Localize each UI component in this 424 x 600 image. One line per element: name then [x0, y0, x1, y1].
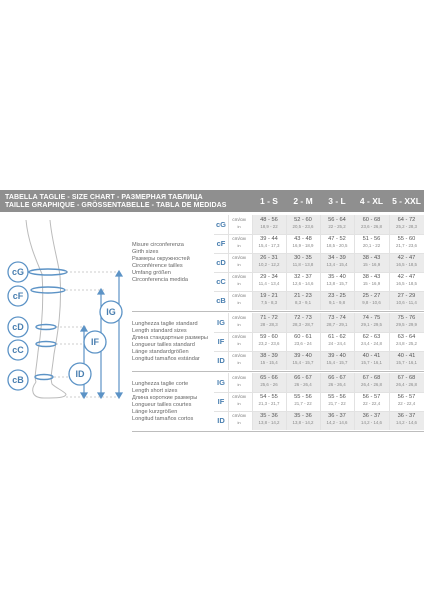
cell-cm: 73 - 74 [328, 315, 346, 321]
column-divider [389, 373, 390, 430]
section-label: Longitud tamaños estándar [132, 355, 200, 362]
column-divider [320, 215, 321, 310]
table-cell [320, 313, 354, 332]
cell-cm: 54 - 55 [260, 394, 278, 400]
table-cell [286, 272, 320, 291]
cell-in: 14,2 - 14,6 [361, 420, 382, 425]
unit-in: in [237, 243, 241, 248]
cell-in: 16,5 - 18,5 [396, 262, 417, 267]
cell-cm: 30 - 35 [294, 255, 312, 261]
table-cell [252, 234, 286, 253]
row-unit [228, 215, 250, 229]
label-IF: IF [91, 337, 99, 347]
cell-cm: 36 - 37 [328, 413, 346, 419]
cell-in: 24 - 24,4 [328, 341, 346, 346]
unit-cm: cm/см [232, 414, 246, 419]
cell-in: 12,6 - 14,6 [292, 281, 314, 286]
cell-in: 22 - 22,4 [362, 401, 381, 406]
section-border [132, 431, 424, 432]
table-cell [286, 313, 320, 332]
cell-cm: 39 - 40 [294, 353, 312, 359]
column-divider [252, 215, 253, 310]
row-code: IF [217, 397, 225, 406]
cell-in: 24,4 - 24,8 [361, 341, 382, 346]
table-cell [252, 291, 286, 310]
cell-in: 15,4 - 15,7 [292, 360, 314, 365]
size-header-2: 3 - L [328, 196, 346, 206]
section-labels [132, 381, 216, 423]
table-cell [354, 373, 389, 392]
cell-cm: 32 - 37 [294, 274, 312, 280]
cell-cm: 23 - 25 [328, 293, 346, 299]
row-unit [228, 234, 250, 248]
cell-cm: 52 - 60 [294, 217, 312, 223]
unit-cm: cm/см [232, 256, 246, 261]
table-cell [320, 234, 354, 253]
table-cell [354, 272, 389, 291]
table-cell [320, 373, 354, 392]
unit-in: in [237, 341, 241, 346]
cell-in: 13,8 - 15,7 [326, 281, 348, 286]
cell-in: 21,3 - 21,7 [258, 401, 280, 406]
table-cell [389, 373, 424, 392]
cell-in: 23,6 - 24 [294, 341, 312, 346]
table-section-2 [0, 373, 424, 430]
table-cell [286, 411, 320, 430]
unit-in: in [237, 420, 241, 425]
cell-in: 14,2 - 14,6 [396, 420, 417, 425]
section-label: Circonferencia medida [132, 276, 188, 283]
cell-cm: 38 - 39 [260, 353, 278, 359]
cell-in: 22 - 25,2 [328, 224, 346, 229]
column-divider [354, 313, 355, 370]
table-cell [389, 313, 424, 332]
row-code: cC [216, 277, 226, 286]
cell-cm: 60 - 61 [294, 334, 312, 340]
cell-cm: 75 - 76 [397, 315, 416, 321]
cell-cm: 51 - 56 [362, 236, 381, 242]
section-label: Lunghezza taglie standard [132, 320, 198, 327]
cell-cm: 48 - 56 [260, 217, 278, 223]
section-label: Length short sizes [132, 387, 178, 394]
section-label: Длина короткие размеры [132, 394, 198, 401]
section-label: Longitud tamaños cortos [132, 415, 194, 422]
unit-cm: cm/см [232, 316, 246, 321]
cell-cm: 64 - 72 [397, 217, 416, 223]
section-label: Misure circonferenza [132, 241, 184, 248]
unit-cm: cm/см [232, 275, 246, 280]
cell-in: 13,8 - 14,2 [258, 420, 280, 425]
section-labels [132, 321, 216, 363]
cell-in: 29,5 - 29,9 [396, 322, 417, 327]
cell-cm: 36 - 37 [362, 413, 381, 419]
row-unit [228, 272, 250, 286]
cell-in: 21,7 - 22 [328, 401, 346, 406]
column-divider [252, 313, 253, 370]
row-unit [228, 351, 250, 365]
table-cell [252, 272, 286, 291]
cell-cm: 38 - 43 [362, 255, 381, 261]
cell-cm: 55 - 56 [328, 394, 346, 400]
table-cell [320, 253, 354, 272]
cell-in: 23,6 - 26,8 [361, 224, 382, 229]
cell-in: 16,9 - 18,9 [292, 243, 314, 248]
cell-cm: 56 - 57 [397, 394, 416, 400]
cell-in: 28 - 28,3 [260, 322, 278, 327]
cell-in: 16,5 - 18,5 [396, 281, 417, 286]
cell-in: 29,1 - 29,5 [361, 322, 382, 327]
cell-in: 15,4 - 15,7 [326, 360, 348, 365]
cell-in: 28,3 - 28,7 [292, 322, 314, 327]
table-cell [286, 373, 320, 392]
row-divider [214, 272, 424, 273]
unit-cm: cm/см [232, 354, 246, 359]
table-cell [389, 411, 424, 430]
unit-in: in [237, 262, 241, 267]
row-divider [214, 253, 424, 254]
table-cell [389, 351, 424, 370]
cell-in: 9,1 - 9,8 [328, 300, 346, 305]
cell-in: 21,7 - 23,6 [396, 243, 417, 248]
cell-in: 26,4 - 26,8 [396, 382, 417, 387]
cell-cm: 63 - 64 [397, 334, 416, 340]
cell-cm: 25 - 27 [362, 293, 381, 299]
size-header-0: 1 - S [260, 196, 278, 206]
cell-cm: 56 - 64 [328, 217, 346, 223]
row-code: IG [217, 318, 225, 327]
table-cell [389, 253, 424, 272]
section-border [132, 371, 424, 372]
cell-cm: 72 - 73 [294, 315, 312, 321]
table-cell [286, 392, 320, 411]
table-cell [354, 313, 389, 332]
table-cell [252, 373, 286, 392]
section-border [132, 311, 424, 312]
column-divider [354, 215, 355, 310]
table-cell [389, 215, 424, 234]
section-label: Länge standardgrößen [132, 348, 189, 355]
table-cell [354, 234, 389, 253]
section-label: Longueur tailles courtes [132, 401, 192, 408]
unit-in: in [237, 281, 241, 286]
table-cell [252, 351, 286, 370]
row-unit [228, 291, 250, 305]
cell-in: 23,2 - 23,6 [258, 341, 280, 346]
cell-in: 15 - 15,4 [260, 360, 278, 365]
label-cF: cF [12, 291, 24, 301]
table-cell [320, 215, 354, 234]
row-code: cD [216, 258, 226, 267]
row-code: cB [216, 296, 226, 305]
unit-in: in [237, 401, 241, 406]
table-cell [320, 392, 354, 411]
header-title-line1: TABELLA TAGLIE - SIZE CHART - РАЗМЕРНАЯ ТАБЛИЦА [5, 194, 203, 201]
unit-cm: cm/см [232, 395, 246, 400]
table-cell [252, 411, 286, 430]
cell-cm: 27 - 29 [397, 293, 416, 299]
row-code: cG [215, 220, 226, 229]
table-cell [354, 351, 389, 370]
table-cell [320, 411, 354, 430]
cell-in: 25,2 - 28,3 [396, 224, 417, 229]
table-cell [320, 272, 354, 291]
cell-cm: 43 - 48 [294, 236, 312, 242]
column-divider [320, 313, 321, 370]
cell-in: 15,7 - 16,1 [361, 360, 382, 365]
table-cell [252, 392, 286, 411]
unit-in: in [237, 322, 241, 327]
row-unit [228, 253, 250, 267]
cell-cm: 35 - 40 [328, 274, 346, 280]
table-cell [389, 234, 424, 253]
row-code: ID [217, 356, 225, 365]
row-unit [228, 392, 250, 406]
cell-cm: 39 - 44 [260, 236, 278, 242]
column-divider [389, 215, 390, 310]
cell-in: 26 - 26,4 [328, 382, 346, 387]
cell-in: 15 - 16,9 [362, 262, 381, 267]
label-IG: IG [106, 307, 116, 317]
cell-in: 13,4 - 15,4 [326, 262, 348, 267]
table-section-0 [0, 215, 424, 310]
table-cell [389, 291, 424, 310]
table-section-1 [0, 313, 424, 370]
cell-cm: 26 - 31 [260, 255, 278, 261]
cell-cm: 59 - 60 [260, 334, 278, 340]
cell-cm: 36 - 37 [397, 413, 416, 419]
cell-in: 25,6 - 26 [260, 382, 278, 387]
cell-in: 26,4 - 26,8 [361, 382, 382, 387]
row-code: IF [217, 337, 225, 346]
cell-cm: 62 - 63 [362, 334, 381, 340]
column-divider [228, 215, 229, 310]
label-cG: cG [11, 267, 25, 277]
section-labels [132, 242, 216, 284]
column-divider [286, 373, 287, 430]
table-cell [286, 351, 320, 370]
label-ID: ID [75, 369, 85, 379]
cell-in: 15,7 - 16,1 [396, 360, 417, 365]
table-cell [354, 253, 389, 272]
cell-cm: 74 - 75 [362, 315, 381, 321]
size-header-3: 4 - XL [359, 196, 384, 206]
row-unit [228, 332, 250, 346]
unit-in: in [237, 300, 241, 305]
cell-in: 10,6 - 11,4 [396, 300, 417, 305]
row-code: ID [217, 416, 225, 425]
cell-cm: 55 - 56 [294, 394, 312, 400]
row-unit [228, 373, 250, 387]
cell-cm: 29 - 34 [260, 274, 278, 280]
cell-in: 18,9 - 22 [260, 224, 278, 229]
cell-cm: 65 - 66 [260, 375, 278, 381]
cell-in: 10,2 - 12,2 [258, 262, 280, 267]
section-label: Размеры окружностей [132, 255, 190, 262]
table-cell [252, 253, 286, 272]
column-divider [320, 373, 321, 430]
cell-in: 7,5 - 8,3 [260, 300, 278, 305]
cell-in: 21,7 - 22 [294, 401, 312, 406]
cell-cm: 35 - 36 [294, 413, 312, 419]
section-label: Länge kurzgrößen [132, 408, 178, 415]
cell-cm: 47 - 52 [328, 236, 346, 242]
row-divider [214, 332, 424, 333]
column-divider [228, 313, 229, 370]
size-header-4: 5 - XXL [392, 196, 421, 206]
unit-in: in [237, 382, 241, 387]
table-cell [354, 411, 389, 430]
table-cell [286, 253, 320, 272]
column-divider [389, 313, 390, 370]
table-cell [286, 332, 320, 351]
cell-in: 11,8 - 13,8 [292, 262, 314, 267]
cell-cm: 39 - 40 [328, 353, 346, 359]
table-cell [354, 291, 389, 310]
cell-cm: 66 - 67 [294, 375, 312, 381]
table-cell [252, 313, 286, 332]
table-cell [320, 351, 354, 370]
cell-cm: 61 - 62 [328, 334, 346, 340]
cell-in: 13,8 - 14,2 [292, 420, 314, 425]
section-label: Circonférence tailles [132, 262, 183, 269]
unit-cm: cm/см [232, 218, 246, 223]
table-cell [354, 215, 389, 234]
row-divider [214, 351, 424, 352]
cell-cm: 42 - 47 [397, 274, 416, 280]
cell-in: 11,4 - 13,4 [258, 281, 280, 286]
column-divider [286, 215, 287, 310]
table-cell [286, 234, 320, 253]
cell-in: 8,3 - 9,1 [294, 300, 312, 305]
column-divider [286, 313, 287, 370]
section-label: Umfang größen [132, 269, 171, 276]
unit-cm: cm/см [232, 335, 246, 340]
unit-cm: cm/см [232, 376, 246, 381]
cell-cm: 55 - 60 [397, 236, 416, 242]
row-unit [228, 313, 250, 327]
cell-in: 28,7 - 29,1 [326, 322, 348, 327]
row-divider [214, 234, 424, 235]
cell-cm: 56 - 57 [362, 394, 381, 400]
cell-in: 18,5 - 20,5 [326, 243, 348, 248]
table-cell [320, 332, 354, 351]
cell-in: 15,4 - 17,3 [258, 243, 280, 248]
column-divider [354, 373, 355, 430]
cell-cm: 40 - 41 [362, 353, 381, 359]
unit-cm: cm/см [232, 237, 246, 242]
row-divider [214, 291, 424, 292]
unit-in: in [237, 224, 241, 229]
table-cell [286, 291, 320, 310]
row-divider [214, 392, 424, 393]
cell-cm: 21 - 23 [294, 293, 312, 299]
row-code: IG [217, 378, 225, 387]
table-cell [320, 291, 354, 310]
row-code: cF [216, 239, 226, 248]
cell-cm: 34 - 39 [328, 255, 346, 261]
cell-in: 20,5 - 23,6 [292, 224, 314, 229]
cell-cm: 71 - 72 [260, 315, 278, 321]
cell-in: 20,1 - 22 [362, 243, 381, 248]
section-label: Girth sizes [132, 248, 159, 255]
section-label: Longueur tailles standard [132, 341, 195, 348]
cell-cm: 35 - 36 [260, 413, 278, 419]
column-divider [228, 373, 229, 430]
row-divider [214, 411, 424, 412]
header-title-line2: TAILLE GRAPHIQUE - GRÖSSENTABELLE - TABLA DE MEDIDAS [5, 202, 227, 209]
table-cell [252, 332, 286, 351]
table-cell [286, 215, 320, 234]
section-label: Length standard sizes [132, 327, 187, 334]
table-cell [354, 332, 389, 351]
cell-in: 14,2 - 14,6 [326, 420, 348, 425]
table-cell [389, 272, 424, 291]
cell-in: 9,8 - 10,6 [362, 300, 381, 305]
cell-cm: 60 - 68 [362, 217, 381, 223]
cell-in: 26 - 26,4 [294, 382, 312, 387]
cell-cm: 19 - 21 [260, 293, 278, 299]
unit-in: in [237, 360, 241, 365]
size-header-1: 2 - M [293, 196, 313, 206]
cell-cm: 40 - 41 [397, 353, 416, 359]
cell-in: 22 - 22,4 [397, 401, 416, 406]
table-cell [252, 215, 286, 234]
cell-cm: 66 - 67 [328, 375, 346, 381]
row-unit [228, 411, 250, 425]
table-cell [354, 392, 389, 411]
cell-cm: 38 - 43 [362, 274, 381, 280]
label-cC: cC [12, 345, 24, 355]
cell-cm: 42 - 47 [397, 255, 416, 261]
cell-cm: 67 - 68 [362, 375, 381, 381]
section-label: Lunghezza taglie corte [132, 380, 189, 387]
label-cB: cB [12, 375, 24, 385]
table-cell [389, 332, 424, 351]
section-label: Длина стандартные размеры [132, 334, 208, 341]
label-cD: cD [12, 322, 24, 332]
column-divider [252, 373, 253, 430]
unit-cm: cm/см [232, 294, 246, 299]
cell-in: 15 - 16,9 [362, 281, 381, 286]
table-cell [389, 392, 424, 411]
cell-cm: 67 - 68 [397, 375, 416, 381]
cell-in: 24,8 - 25,2 [396, 341, 417, 346]
